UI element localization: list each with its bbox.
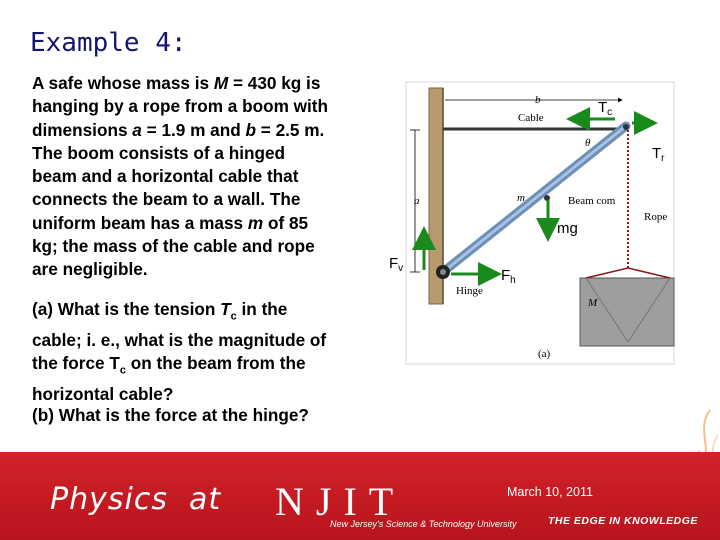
- safe: [580, 278, 674, 346]
- footer-date: March 10, 2011: [507, 485, 593, 499]
- problem-line: A safe whose mass is M = 430 kg is: [32, 73, 321, 93]
- label-cable: Cable: [518, 112, 544, 124]
- force-label-Fh: $F_h$: [501, 267, 516, 286]
- footer-slogan: THE EDGE IN KNOWLEDGE: [548, 515, 698, 527]
- problem-line: are negligible.: [32, 259, 148, 280]
- problem-line: beam and a horizontal cable that: [32, 166, 299, 187]
- slide-title: Example 4:: [30, 28, 187, 58]
- problem-text: [32, 72, 382, 282]
- label-m: m: [517, 192, 525, 204]
- force-label-Fv: $F_v$: [389, 255, 404, 274]
- label-rope: Rope: [644, 211, 668, 223]
- problem-line: connects the beam to a wall. The: [32, 189, 301, 210]
- label-b: b: [535, 94, 541, 106]
- force-label-Tc: $T_c$: [598, 99, 613, 118]
- force-label-mg: mg: [557, 220, 578, 237]
- force-label-Tr: $T_r$: [652, 145, 665, 164]
- label-beam-com: Beam com: [568, 195, 616, 207]
- problem-line: The boom consists of a hinged: [32, 142, 286, 163]
- problem-line: dimensions a = 1.9 m and b = 2.5 m.: [32, 119, 325, 140]
- footer-tagline: New Jersey's Science & Technology University: [330, 519, 517, 529]
- problem-line: kg; the mass of the cable and rope: [32, 236, 315, 257]
- footer-brand: Physics at: [50, 482, 222, 517]
- label-hinge: Hinge: [456, 285, 483, 297]
- label-theta: θ: [585, 137, 591, 149]
- label-a: a: [414, 195, 420, 207]
- question-a: (a) What is the tension $T_c$ in the cable; i. e., what is the magnitude of the force $T_c$ on the beam from the horizontal cable?: [32, 299, 327, 404]
- question-b: (b) What is the force at the hinge?: [32, 405, 309, 425]
- label-M: M: [588, 297, 598, 309]
- beam-end-dot: [623, 124, 629, 130]
- footer-njit-logo: NJIT: [275, 479, 406, 524]
- problem-line: uniform beam has a mass m of 85: [32, 212, 309, 233]
- boom-diagram: [384, 78, 684, 378]
- problem-line: hanging by a rope from a boom with: [32, 96, 329, 117]
- label-part-a: (a): [538, 348, 551, 360]
